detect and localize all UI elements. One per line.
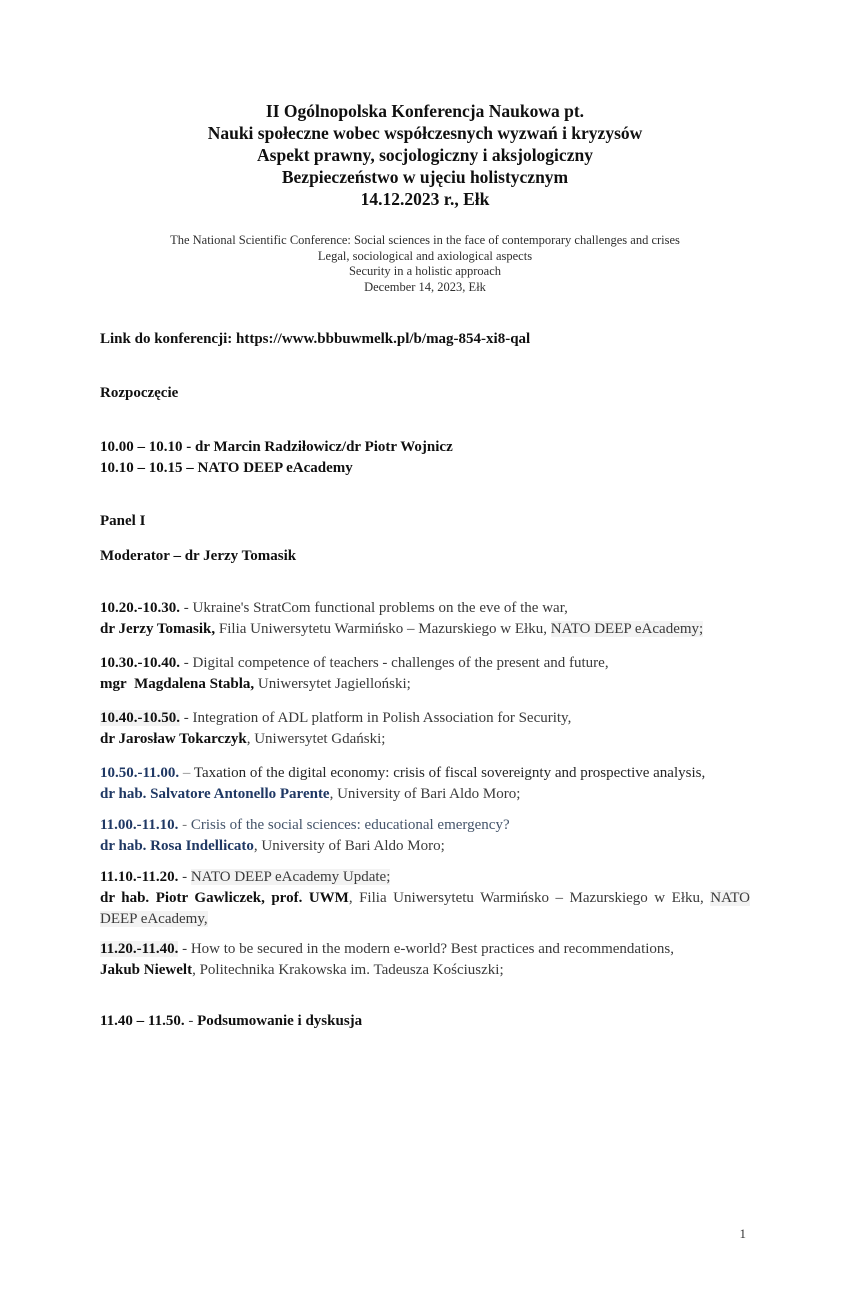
link-url[interactable]: https://www.bbbuwmelk.pl/b/mag-854-xi8-qal [236, 331, 531, 347]
document-page [100, 100, 750, 1032]
moderator-line: Moderator – dr Jerzy Tomasik [100, 548, 297, 564]
agenda-speaker: Jakub Niewelt [100, 962, 193, 978]
subtitle-line: The National Scientific Conference: Social sciences in the face of contemporary challenges and crises [170, 233, 680, 247]
opening-item: 10.10 – 10.15 – NATO DEEP eAcademy [100, 460, 353, 476]
agenda-time: 11.00.-11.10. [100, 817, 179, 833]
conference-title-line: II Ogólnopolska Konferencja Naukowa pt. [265, 101, 585, 121]
page-number: 1 [739, 1226, 746, 1241]
agenda-affiliation: , University of Bari Aldo Moro; [253, 838, 445, 854]
agenda-item [100, 815, 750, 857]
conference-title-line: Bezpieczeństwo w ujęciu holistycznym [281, 167, 569, 187]
agenda-item [100, 598, 750, 640]
agenda-affiliation-highlight: NATO DEEP eAcademy; [550, 621, 704, 637]
agenda-speaker: dr hab. Rosa Indellicato [100, 838, 254, 854]
agenda-sep: - [180, 600, 193, 616]
closing-label: Podsumowanie i dyskusja [197, 1013, 363, 1029]
agenda-affiliation: , Uniwersytet Gdański; [246, 731, 386, 747]
opening-heading: Rozpoczęcie [100, 385, 179, 401]
subtitle-line: Security in a holistic approach [348, 264, 502, 278]
agenda-sep: – [179, 765, 194, 781]
conference-link-line [100, 329, 750, 350]
agenda-speaker: dr hab. Salvatore Antonello Parente [100, 786, 330, 802]
conference-title [100, 100, 750, 210]
agenda-title: NATO DEEP eAcademy Update; [190, 869, 391, 885]
closing-time: 11.40 – 11.50. [100, 1013, 185, 1029]
agenda-sep: - [180, 710, 193, 726]
conference-title-line: Aspekt prawny, socjologiczny i aksjologiczny [257, 145, 593, 165]
agenda-time: 11.20.-11.40. [100, 941, 179, 957]
agenda-title: Taxation of the digital economy: crisis of fiscal sovereignty and prospective analysis, [193, 765, 706, 781]
agenda-time: 10.30.-10.40. [100, 655, 180, 671]
agenda-affiliation: , Politechnika Krakowska im. Tadeusza Kościuszki; [192, 962, 504, 978]
subtitle-line: December 14, 2023, Ełk [364, 279, 486, 294]
agenda-affiliation: , Filia Uniwersytetu Warmińsko – Mazurskiego w Ełku, [348, 890, 711, 906]
agenda-affiliation-highlight: NATO DEEP eAcademy, [100, 890, 750, 927]
agenda-speaker: mgr Magdalena Stabla, [100, 676, 255, 692]
conference-title-line: 14.12.2023 r., Ełk [360, 189, 490, 209]
agenda-time: 11.10.-11.20. [100, 869, 179, 885]
closing-line [100, 1011, 750, 1032]
subtitle-line: Legal, sociological and axiological aspects [317, 248, 533, 263]
agenda-item [100, 939, 750, 981]
agenda-time: 10.40.-10.50. [100, 710, 180, 726]
agenda-speaker: dr Jarosław Tokarczyk [100, 731, 247, 747]
closing-sep: - [184, 1013, 198, 1029]
agenda-item [100, 763, 750, 805]
agenda-affiliation: Filia Uniwersytetu Warmińsko – Mazurskiego w Ełku, [215, 621, 551, 637]
conference-subtitle-en [100, 233, 750, 295]
opening-items [100, 437, 750, 479]
agenda-speaker: dr hab. Piotr Gawliczek, prof. UWM [100, 890, 349, 906]
agenda-time: 10.20.-10.30. [100, 600, 180, 616]
opening-item: 10.00 – 10.10 - dr Marcin Radziłowicz/dr Piotr Wojnicz [100, 439, 453, 455]
agenda-affiliation: Uniwersytet Jagielloński; [254, 676, 411, 692]
agenda-title: Ukraine's StratCom functional problems on the eve of the war, [192, 600, 568, 616]
panel-heading: Panel I [100, 513, 146, 529]
link-label: Link do konferencji: [100, 331, 236, 347]
agenda-sep: - [178, 941, 191, 957]
conference-title-line: Nauki społeczne wobec współczesnych wyzwań i kryzysów [207, 123, 643, 143]
agenda-item [100, 653, 750, 695]
agenda-sep: - [178, 869, 191, 885]
agenda-title: Crisis of the social sciences: educational emergency? [190, 817, 510, 833]
agenda-title: Digital competence of teachers - challenges of the present and future, [192, 655, 609, 671]
agenda-speaker: dr Jerzy Tomasik, [100, 621, 216, 637]
agenda-title: How to be secured in the modern e-world? Best practices and recommendations, [190, 941, 675, 957]
agenda-item [100, 867, 750, 930]
agenda-sep: - [178, 817, 191, 833]
agenda-sep: - [180, 655, 193, 671]
agenda-item [100, 708, 750, 750]
agenda-affiliation: , University of Bari Aldo Moro; [329, 786, 521, 802]
agenda-time: 10.50.-11.00. [100, 765, 180, 781]
agenda-title: Integration of ADL platform in Polish Association for Security, [192, 710, 572, 726]
